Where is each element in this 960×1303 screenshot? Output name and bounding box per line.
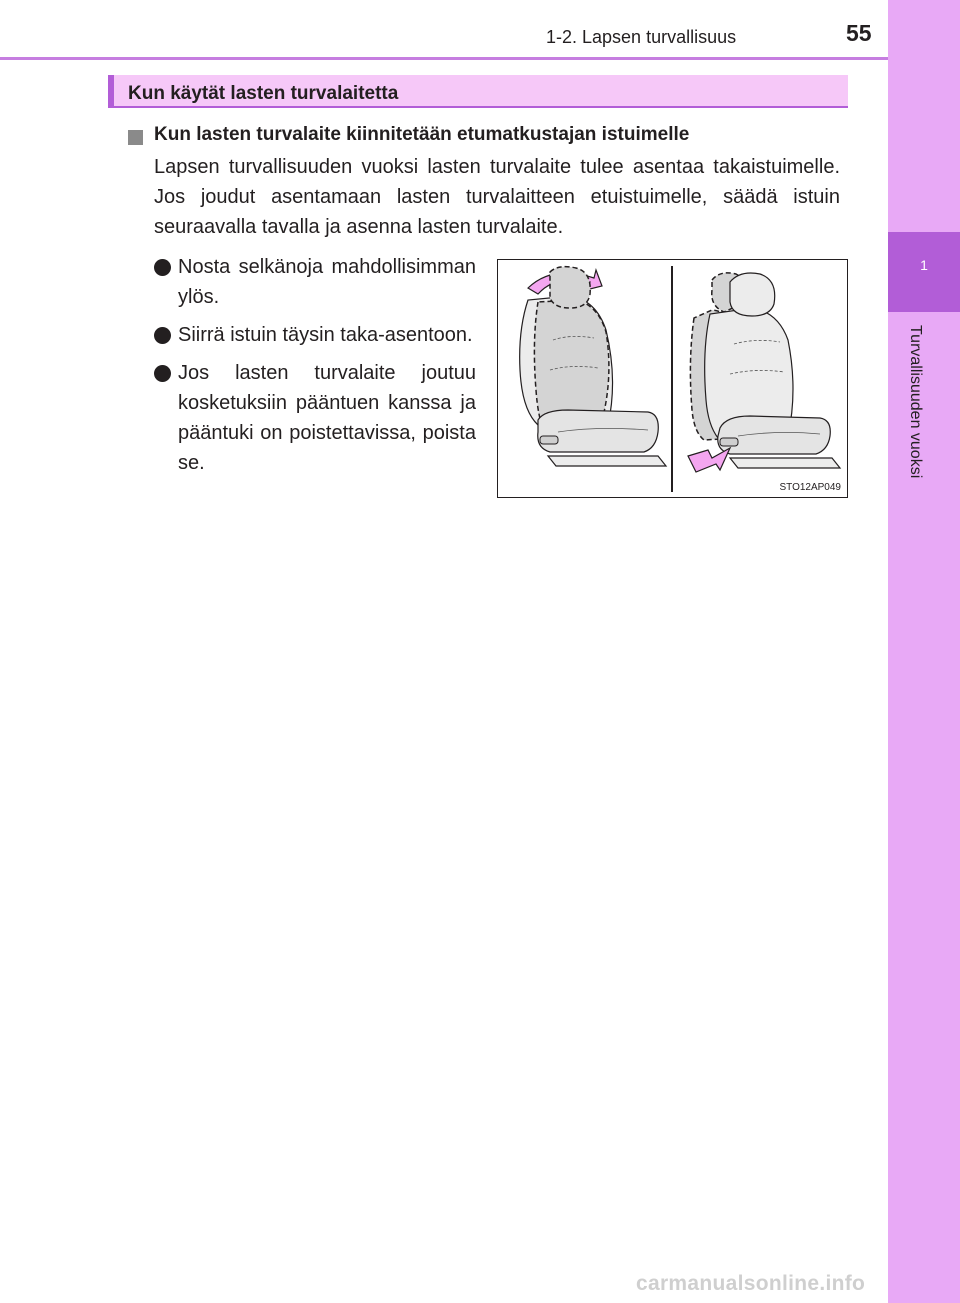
side-chapter-tab xyxy=(888,0,960,1303)
list-item xyxy=(154,252,476,312)
section-title: Kun käytät lasten turvalaitetta xyxy=(128,83,399,104)
list-item xyxy=(154,320,476,350)
seat-diagram xyxy=(498,260,846,496)
header-divider xyxy=(0,57,888,60)
left-seat-illustration xyxy=(520,267,666,466)
header-section-reference: 1-2. Lapsen turvallisuus xyxy=(546,27,737,47)
subsection-square-icon xyxy=(128,130,143,145)
figure-code: STO12AP049 xyxy=(779,482,841,493)
list-item xyxy=(154,358,476,478)
bullet-icon xyxy=(154,365,171,382)
list-item-text: Nosta selkänoja mahdollisimman ylös. xyxy=(178,256,476,308)
subsection-heading: Kun lasten turvalaite kiinnitetään etumatkustajan istuimelle xyxy=(154,124,690,145)
right-seat-illustration xyxy=(688,273,840,472)
seat-adjustment-illustration xyxy=(497,259,848,498)
list-item-text: Siirrä istuin täysin taka-asentoon. xyxy=(178,324,473,346)
bullet-icon xyxy=(154,259,171,276)
chapter-title: Turvallisuuden vuoksi xyxy=(907,325,924,479)
list-item-text: Jos lasten turvalaite joutuu kosketuksiin pääntuen kanssa ja pääntuki on poistettavissa, poista se. xyxy=(178,362,476,474)
watermark: carmanualsonline.info xyxy=(636,1272,866,1295)
bullet-icon xyxy=(154,327,171,344)
body-paragraph: Lapsen turvallisuuden vuoksi lasten turvalaite tulee asentaa takaistuimelle. Jos joudut asentamaan lasten turvalaitteen etuistuimelle, säädä istuin seuraavalla tavalla ja asenna lasten turvalaite. xyxy=(154,156,840,238)
instruction-list xyxy=(154,252,476,486)
slide-back-arrow-icon xyxy=(688,448,730,472)
page-number: 55 xyxy=(846,20,872,46)
chapter-number: 1 xyxy=(920,257,928,273)
